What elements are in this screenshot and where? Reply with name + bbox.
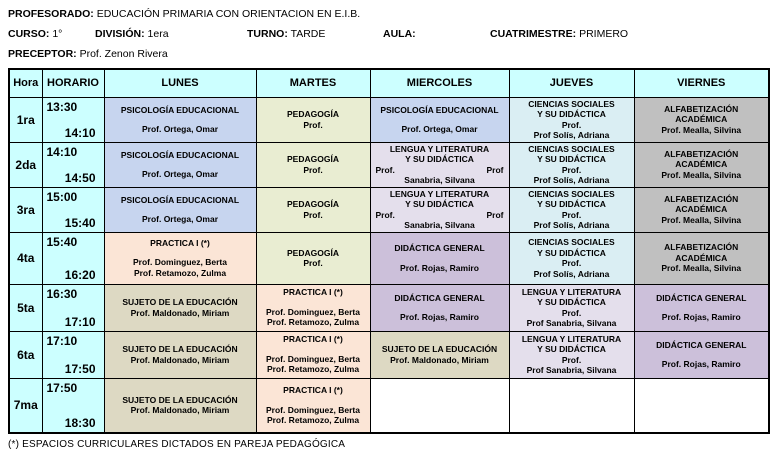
horario-cell bbox=[42, 378, 104, 433]
cell-line: SUJETO DE LA EDUCACIÓN bbox=[122, 297, 238, 307]
cell-line: Prof. Mealla, Silvina bbox=[661, 124, 742, 135]
division-value: 1era bbox=[147, 28, 169, 40]
hora-cell: 1ra bbox=[9, 97, 42, 142]
aula-field bbox=[383, 28, 490, 41]
cell-line: Prof. Retamozo, Zulma bbox=[266, 415, 360, 425]
col-header-hora: Hora bbox=[9, 69, 42, 97]
class-cell bbox=[370, 232, 509, 284]
cell-gap bbox=[107, 160, 254, 169]
cell-gap bbox=[637, 303, 767, 312]
cell-line: Prof Sanabria, Silvana bbox=[526, 318, 617, 328]
cell-line: PRACTICA I (*) bbox=[150, 237, 210, 248]
col-header-viernes: VIERNES bbox=[634, 69, 769, 97]
cell-line: CIENCIAS SOCIALES bbox=[528, 98, 615, 109]
hora-cell: 6ta bbox=[9, 331, 42, 378]
table-row bbox=[9, 142, 769, 187]
class-cell bbox=[370, 97, 509, 142]
cell-line bbox=[373, 210, 507, 221]
cell-line: Y SU DIDÁCTICA bbox=[537, 154, 606, 164]
cell-line-left: Prof. bbox=[375, 209, 395, 220]
aula-label: AULA: bbox=[383, 28, 416, 40]
horario-cell bbox=[42, 97, 104, 142]
class-cell bbox=[256, 331, 370, 378]
cell-line: LENGUA Y LITERATURA bbox=[521, 286, 622, 297]
cell-line: Prof. Rojas, Ramiro bbox=[661, 312, 741, 322]
end-time: 17:10 bbox=[64, 314, 96, 329]
end-time: 16:20 bbox=[64, 267, 96, 282]
cell-line: Prof. Rojas, Ramiro bbox=[400, 262, 479, 273]
start-time: 14:10 bbox=[46, 144, 78, 159]
horario-cell bbox=[42, 187, 104, 232]
cell-line: SUJETO DE LA EDUCACIÓN bbox=[122, 394, 238, 405]
class-cell bbox=[104, 97, 256, 142]
cell-line: PEDAGOGÍA bbox=[287, 247, 339, 258]
cell-line: Sanabria, Silvana bbox=[404, 175, 475, 185]
cell-line: SUJETO DE LA EDUCACIÓN bbox=[381, 344, 498, 354]
preceptor-value: Prof. Zenon Rivera bbox=[79, 48, 168, 60]
cell-line: Prof. bbox=[303, 258, 323, 268]
start-time: 15:00 bbox=[46, 189, 78, 204]
cell-line: Prof. bbox=[561, 164, 582, 175]
col-header-martes: MARTES bbox=[256, 69, 370, 97]
cell-line: Prof. bbox=[561, 354, 582, 365]
cell-line: Prof Solís, Adriana bbox=[533, 130, 610, 140]
cell-gap bbox=[107, 248, 254, 257]
cell-line: Y SU DIDÁCTICA bbox=[537, 344, 606, 354]
division-label: DIVISIÓN: bbox=[95, 28, 145, 40]
class-cell bbox=[370, 378, 509, 433]
class-cell bbox=[634, 142, 769, 187]
cell-line: Prof. Maldonado, Miriam bbox=[130, 405, 230, 416]
horario-cell bbox=[42, 331, 104, 378]
cell-line: PSICOLOGÍA EDUCACIONAL bbox=[120, 194, 240, 205]
cell-line bbox=[373, 165, 507, 176]
cell-line: Prof. Mealla, Silvina bbox=[661, 169, 742, 180]
cell-line: Prof. bbox=[303, 209, 323, 220]
class-cell bbox=[104, 378, 256, 433]
cell-line: PRACTICA I (*) bbox=[283, 334, 343, 345]
cell-line: PSICOLOGÍA EDUCACIONAL bbox=[120, 149, 240, 160]
table-row bbox=[9, 97, 769, 142]
cell-line: Prof. Retamozo, Zulma bbox=[133, 267, 227, 278]
class-cell bbox=[370, 284, 509, 331]
cell-line: PEDAGOGÍA bbox=[287, 109, 339, 119]
cell-line: PEDAGOGÍA bbox=[287, 199, 339, 209]
end-time: 14:50 bbox=[64, 170, 96, 185]
cell-line: Prof. Dominguez, Berta bbox=[266, 353, 360, 364]
horario-cell bbox=[42, 142, 104, 187]
cell-line: ALFABETIZACIÓN bbox=[664, 103, 739, 114]
end-time: 14:10 bbox=[64, 125, 96, 140]
horario-cell bbox=[42, 232, 104, 284]
cell-gap bbox=[373, 254, 507, 263]
preceptor-line bbox=[8, 48, 768, 61]
cell-line: Prof. Retamozo, Zulma bbox=[266, 364, 360, 375]
cell-gap bbox=[107, 205, 254, 214]
col-header-jueves: JUEVES bbox=[509, 69, 634, 97]
cell-line: CIENCIAS SOCIALES bbox=[528, 143, 615, 154]
cell-line: Prof. bbox=[561, 258, 582, 268]
cell-line: Prof. Rojas, Ramiro bbox=[400, 312, 479, 322]
class-cell bbox=[509, 378, 634, 433]
cell-gap bbox=[373, 115, 507, 124]
class-cell bbox=[104, 187, 256, 232]
start-time: 15:40 bbox=[46, 234, 78, 249]
cell-line: Prof. Mealla, Silvina bbox=[661, 263, 742, 274]
cell-line: Prof. Dominguez, Berta bbox=[266, 404, 360, 415]
profesorado-label: PROFESORADO: bbox=[8, 8, 94, 20]
cell-line: Y SU DIDÁCTICA bbox=[537, 297, 606, 307]
cell-line: PSICOLOGÍA EDUCACIONAL bbox=[380, 104, 499, 115]
cell-line: Prof. Maldonado, Miriam bbox=[130, 354, 230, 365]
cell-line: SUJETO DE LA EDUCACIÓN bbox=[122, 344, 238, 354]
col-header-lunes: LUNES bbox=[104, 69, 256, 97]
start-time: 17:50 bbox=[46, 380, 78, 395]
class-cell bbox=[509, 142, 634, 187]
table-row bbox=[9, 232, 769, 284]
cell-gap bbox=[107, 115, 254, 124]
cell-line: LENGUA Y LITERATURA bbox=[521, 333, 622, 344]
cell-line: Prof. bbox=[303, 119, 323, 130]
class-cell bbox=[634, 232, 769, 284]
cell-line: PRACTICA I (*) bbox=[283, 385, 343, 395]
cell-line: Prof. Mealla, Silvina bbox=[661, 214, 742, 225]
cell-line: DIDÁCTICA GENERAL bbox=[394, 292, 485, 303]
cell-line: DIDÁCTICA GENERAL bbox=[656, 339, 747, 350]
start-time: 13:30 bbox=[46, 99, 78, 114]
table-header-row bbox=[9, 69, 769, 97]
cell-line: Prof. Maldonado, Miriam bbox=[130, 307, 230, 318]
class-cell bbox=[509, 284, 634, 331]
schedule-body bbox=[9, 97, 769, 433]
cell-line: ALFABETIZACIÓN bbox=[664, 242, 739, 253]
cell-line-right: Prof bbox=[486, 209, 504, 220]
cell-line: Sanabria, Silvana bbox=[404, 220, 475, 230]
cell-line: ACADÉMICA bbox=[675, 159, 728, 170]
cell-line: Prof. Ortega, Omar bbox=[141, 214, 219, 224]
cell-line: Prof. Dominguez, Berta bbox=[266, 306, 360, 317]
turno-field bbox=[247, 28, 383, 41]
class-cell bbox=[509, 331, 634, 378]
cell-line: Prof Solís, Adriana bbox=[533, 268, 610, 279]
cell-line: Prof. Ortega, Omar bbox=[401, 124, 478, 134]
profesorado-line bbox=[8, 8, 768, 21]
end-time: 18:30 bbox=[64, 416, 96, 430]
cell-line: Prof. bbox=[561, 119, 582, 130]
cell-line: Y SU DIDÁCTICA bbox=[537, 247, 606, 258]
cell-line: Prof Solís, Adriana bbox=[533, 220, 610, 230]
turno-label: TURNO: bbox=[247, 28, 288, 40]
cuatrimestre-field bbox=[490, 28, 628, 41]
col-header-horario: HORARIO bbox=[42, 69, 104, 97]
cell-line: Y SU DIDÁCTICA bbox=[537, 199, 606, 209]
turno-value: TARDE bbox=[290, 28, 326, 40]
hora-cell: 2da bbox=[9, 142, 42, 187]
class-cell bbox=[104, 232, 256, 284]
cell-line: Y SU DIDÁCTICA bbox=[405, 154, 474, 164]
cell-line: Prof. Dominguez, Berta bbox=[133, 257, 227, 268]
cell-line: Prof Solís, Adriana bbox=[533, 175, 610, 185]
cell-line: Prof. Maldonado, Miriam bbox=[390, 354, 489, 365]
table-row bbox=[9, 378, 769, 433]
cell-line: PSICOLOGÍA EDUCACIONAL bbox=[120, 104, 240, 115]
table-row bbox=[9, 284, 769, 331]
cell-line: Prof. Rojas, Ramiro bbox=[661, 359, 741, 369]
class-cell bbox=[370, 142, 509, 187]
start-time: 16:30 bbox=[46, 286, 78, 301]
curso-line bbox=[8, 28, 768, 41]
footnote: (*) ESPACIOS CURRICULARES DICTADOS EN PAREJA PEDAGÓGICA bbox=[8, 439, 346, 450]
col-header-miercoles: MIERCOLES bbox=[370, 69, 509, 97]
cell-line: Y SU DIDÁCTICA bbox=[537, 109, 606, 119]
cell-line: Y SU DIDÁCTICA bbox=[405, 199, 474, 209]
class-cell bbox=[370, 331, 509, 378]
class-cell bbox=[634, 331, 769, 378]
cell-line: ACADÉMICA bbox=[675, 114, 728, 125]
schedule-table bbox=[8, 68, 770, 434]
hora-cell: 7ma bbox=[9, 378, 42, 433]
cell-line: ALFABETIZACIÓN bbox=[664, 148, 739, 159]
cell-line: LENGUA Y LITERATURA bbox=[389, 143, 490, 154]
preceptor-label: PRECEPTOR: bbox=[8, 48, 77, 60]
class-cell bbox=[634, 284, 769, 331]
cell-line: Prof. Ortega, Omar bbox=[141, 124, 219, 134]
cell-line: CIENCIAS SOCIALES bbox=[528, 188, 615, 199]
curso-field bbox=[8, 28, 95, 41]
cell-line: ACADÉMICA bbox=[675, 252, 728, 263]
cell-line: CIENCIAS SOCIALES bbox=[528, 237, 615, 247]
cell-gap bbox=[637, 350, 767, 359]
profesorado-value: EDUCACIÓN PRIMARIA CON ORIENTACION EN E.I.B. bbox=[96, 8, 361, 20]
cell-gap bbox=[259, 396, 368, 405]
cell-line: ACADÉMICA bbox=[675, 204, 728, 215]
class-cell bbox=[509, 232, 634, 284]
hora-cell: 4ta bbox=[9, 232, 42, 284]
cell-line: Prof. Retamozo, Zulma bbox=[266, 317, 360, 328]
cuatrimestre-value: PRIMERO bbox=[579, 28, 629, 40]
class-cell bbox=[256, 187, 370, 232]
cell-line: Prof. Ortega, Omar bbox=[141, 169, 219, 179]
cell-line: PEDAGOGÍA bbox=[287, 154, 339, 164]
class-cell bbox=[509, 97, 634, 142]
horario-cell bbox=[42, 284, 104, 331]
curso-label: CURSO: bbox=[8, 28, 50, 40]
curso-value: 1° bbox=[52, 28, 63, 40]
class-cell bbox=[104, 331, 256, 378]
class-cell bbox=[509, 187, 634, 232]
cell-gap bbox=[373, 303, 507, 312]
class-cell bbox=[256, 97, 370, 142]
cell-line: Prof Sanabria, Silvana bbox=[526, 365, 617, 375]
end-time: 15:40 bbox=[64, 215, 96, 230]
cell-line: DIDÁCTICA GENERAL bbox=[394, 243, 485, 253]
hora-cell: 5ta bbox=[9, 284, 42, 331]
cell-line: Prof. bbox=[303, 164, 323, 175]
header-meta bbox=[8, 8, 768, 61]
cell-line: ALFABETIZACIÓN bbox=[664, 193, 739, 204]
class-cell bbox=[256, 378, 370, 433]
hora-cell: 3ra bbox=[9, 187, 42, 232]
cell-line: Prof. bbox=[561, 307, 582, 318]
class-cell bbox=[256, 284, 370, 331]
table-row bbox=[9, 331, 769, 378]
cell-line: DIDÁCTICA GENERAL bbox=[656, 292, 747, 303]
class-cell bbox=[634, 97, 769, 142]
cell-gap bbox=[259, 298, 368, 307]
class-cell bbox=[370, 187, 509, 232]
cell-line: LENGUA Y LITERATURA bbox=[389, 188, 490, 199]
table-row bbox=[9, 187, 769, 232]
cell-line: PRACTICA I (*) bbox=[283, 287, 343, 298]
division-field bbox=[95, 28, 247, 41]
cell-line-right: Prof bbox=[486, 164, 504, 175]
class-cell bbox=[634, 187, 769, 232]
cell-gap bbox=[259, 345, 368, 354]
start-time: 17:10 bbox=[46, 333, 78, 348]
end-time: 17:50 bbox=[64, 361, 96, 376]
class-cell bbox=[256, 232, 370, 284]
cell-line: Prof. bbox=[561, 209, 582, 220]
class-cell bbox=[104, 284, 256, 331]
class-cell bbox=[104, 142, 256, 187]
class-cell bbox=[634, 378, 769, 433]
cuatrimestre-label: CUATRIMESTRE: bbox=[490, 28, 577, 40]
cell-line-left: Prof. bbox=[375, 164, 395, 175]
class-cell bbox=[256, 142, 370, 187]
